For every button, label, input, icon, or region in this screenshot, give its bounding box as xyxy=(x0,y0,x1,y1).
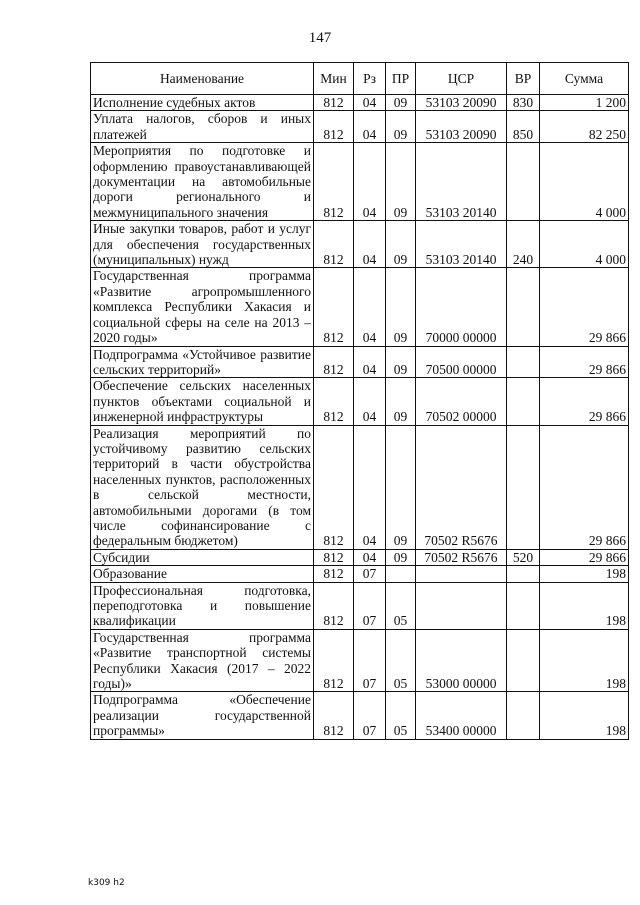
cell-min: 812 xyxy=(314,268,354,346)
cell-csr: 53103 20140 xyxy=(416,143,507,221)
table-row xyxy=(91,268,629,346)
cell-name: Государственная программа «Развитие агропромышленного комплекса Республики Хакасия и социальной сферы на селе на 2013 – 2020 годы» xyxy=(91,268,314,346)
budget-table xyxy=(90,62,629,740)
cell-min: 812 xyxy=(314,425,354,549)
table-row xyxy=(91,582,629,629)
cell-csr: 70502 R5676 xyxy=(416,549,507,565)
cell-pr: 05 xyxy=(386,692,416,739)
table-header-row xyxy=(91,63,629,95)
cell-csr: 53400 00000 xyxy=(416,692,507,739)
cell-rz: 04 xyxy=(354,346,386,378)
cell-min: 812 xyxy=(314,111,354,143)
cell-csr: 70502 R5676 xyxy=(416,425,507,549)
cell-min: 812 xyxy=(314,221,354,268)
cell-csr xyxy=(416,566,507,582)
cell-vr xyxy=(507,143,540,221)
header-name: Наименование xyxy=(91,63,314,95)
cell-vr xyxy=(507,268,540,346)
cell-name: Подпрограмма «Обеспечение реализации государственной программы» xyxy=(91,692,314,739)
cell-sum: 198 xyxy=(540,629,629,692)
cell-csr: 70000 00000 xyxy=(416,268,507,346)
cell-pr: 05 xyxy=(386,629,416,692)
cell-min: 812 xyxy=(314,629,354,692)
cell-sum: 1 200 xyxy=(540,95,629,111)
table-row xyxy=(91,111,629,143)
table-row xyxy=(91,629,629,692)
cell-min: 812 xyxy=(314,346,354,378)
cell-min: 812 xyxy=(314,566,354,582)
header-pr: ПР xyxy=(386,63,416,95)
cell-pr: 09 xyxy=(386,111,416,143)
cell-rz: 04 xyxy=(354,95,386,111)
cell-pr xyxy=(386,566,416,582)
header-vr: ВР xyxy=(507,63,540,95)
table-body xyxy=(91,95,629,740)
table-row xyxy=(91,143,629,221)
cell-name: Подпрограмма «Устойчивое развитие сельских территорий» xyxy=(91,346,314,378)
cell-rz: 07 xyxy=(354,629,386,692)
cell-vr xyxy=(507,378,540,425)
cell-min: 812 xyxy=(314,582,354,629)
cell-rz: 04 xyxy=(354,143,386,221)
header-rz: Рз xyxy=(354,63,386,95)
cell-sum: 4 000 xyxy=(540,221,629,268)
cell-rz: 04 xyxy=(354,268,386,346)
cell-vr: 850 xyxy=(507,111,540,143)
cell-vr xyxy=(507,629,540,692)
table-row xyxy=(91,221,629,268)
cell-sum: 82 250 xyxy=(540,111,629,143)
table-row xyxy=(91,549,629,565)
cell-sum: 198 xyxy=(540,692,629,739)
cell-csr: 53103 20090 xyxy=(416,95,507,111)
table-row xyxy=(91,566,629,582)
cell-csr: 70500 00000 xyxy=(416,346,507,378)
header-min: Мин xyxy=(314,63,354,95)
cell-vr: 830 xyxy=(507,95,540,111)
cell-rz: 04 xyxy=(354,378,386,425)
cell-sum: 198 xyxy=(540,582,629,629)
cell-vr xyxy=(507,582,540,629)
cell-sum: 29 866 xyxy=(540,549,629,565)
cell-name: Иные закупки товаров, работ и услуг для обеспечения государственных (муниципальных) нужд xyxy=(91,221,314,268)
cell-min: 812 xyxy=(314,378,354,425)
table-row xyxy=(91,378,629,425)
cell-pr: 09 xyxy=(386,425,416,549)
cell-vr: 520 xyxy=(507,549,540,565)
footer-code: k309 h2 xyxy=(88,878,125,888)
header-sum: Сумма xyxy=(540,63,629,95)
cell-name: Уплата налогов, сборов и иных платежей xyxy=(91,111,314,143)
cell-min: 812 xyxy=(314,95,354,111)
cell-name: Реализация мероприятий по устойчивому развитию сельских территорий в части обустройства населенных пунктов, расположенных в сельской местности, автомобильными дорогами (в том числе софинансирование с федеральным бюджетом) xyxy=(91,425,314,549)
cell-rz: 04 xyxy=(354,111,386,143)
cell-csr: 70502 00000 xyxy=(416,378,507,425)
table-row xyxy=(91,425,629,549)
cell-name: Профессиональная подготовка, переподготовка и повышение квалификации xyxy=(91,582,314,629)
table-row xyxy=(91,95,629,111)
cell-sum: 29 866 xyxy=(540,378,629,425)
cell-rz: 07 xyxy=(354,566,386,582)
cell-vr xyxy=(507,566,540,582)
cell-rz: 04 xyxy=(354,425,386,549)
page-number: 147 xyxy=(308,30,332,46)
cell-pr: 05 xyxy=(386,582,416,629)
cell-name: Исполнение судебных актов xyxy=(91,95,314,111)
cell-name: Мероприятия по подготовке и оформлению правоустанавливающей документации на автомобильные дороги регионального и межмуниципального значения xyxy=(91,143,314,221)
cell-vr xyxy=(507,692,540,739)
cell-csr: 53103 20090 xyxy=(416,111,507,143)
cell-vr: 240 xyxy=(507,221,540,268)
cell-sum: 29 866 xyxy=(540,425,629,549)
cell-sum: 4 000 xyxy=(540,143,629,221)
cell-sum: 198 xyxy=(540,566,629,582)
cell-pr: 09 xyxy=(386,378,416,425)
cell-name: Субсидии xyxy=(91,549,314,565)
cell-name: Государственная программа «Развитие транспортной системы Республики Хакасия (2017 – 2022 годы)» xyxy=(91,629,314,692)
cell-sum: 29 866 xyxy=(540,346,629,378)
cell-min: 812 xyxy=(314,692,354,739)
cell-rz: 04 xyxy=(354,549,386,565)
cell-pr: 09 xyxy=(386,143,416,221)
cell-pr: 09 xyxy=(386,221,416,268)
cell-rz: 04 xyxy=(354,221,386,268)
cell-vr xyxy=(507,425,540,549)
cell-csr: 53000 00000 xyxy=(416,629,507,692)
cell-rz: 07 xyxy=(354,692,386,739)
cell-min: 812 xyxy=(314,549,354,565)
cell-name: Образование xyxy=(91,566,314,582)
cell-vr xyxy=(507,346,540,378)
table-row xyxy=(91,692,629,739)
cell-pr: 09 xyxy=(386,95,416,111)
cell-pr: 09 xyxy=(386,549,416,565)
cell-pr: 09 xyxy=(386,268,416,346)
cell-name: Обеспечение сельских населенных пунктов объектами социальной и инженерной инфраструктуры xyxy=(91,378,314,425)
table-row xyxy=(91,346,629,378)
cell-csr xyxy=(416,582,507,629)
header-csr: ЦСР xyxy=(416,63,507,95)
cell-min: 812 xyxy=(314,143,354,221)
cell-pr: 09 xyxy=(386,346,416,378)
cell-rz: 07 xyxy=(354,582,386,629)
cell-sum: 29 866 xyxy=(540,268,629,346)
cell-csr: 53103 20140 xyxy=(416,221,507,268)
